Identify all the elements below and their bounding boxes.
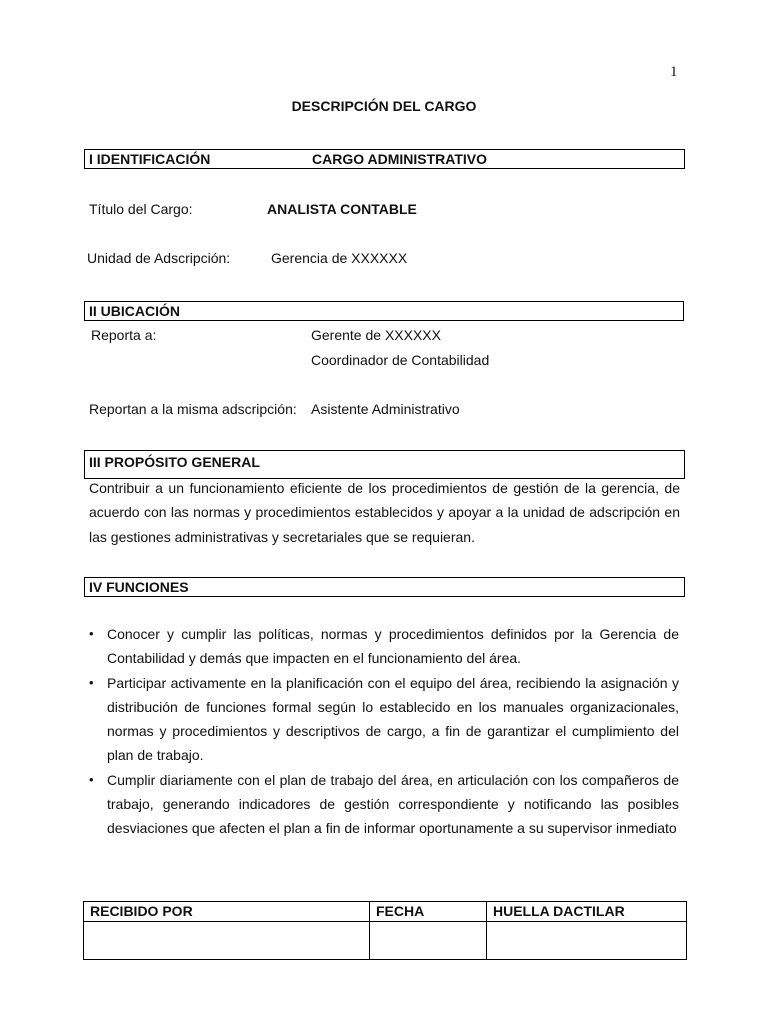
fecha-header: FECHA [370,902,487,922]
proposito-text: Contribuir a un funcionamiento eficiente de los procedimientos de gestión de la gerencia, de acuerdo con las normas y procedimientos establecidos y apoyar a la unidad de adscripción en las gestiones administrativas y secretariales que se requieran. [89,480,680,545]
bullet-icon: • [89,674,94,690]
section-title-proposito: III PROPÓSITO GENERAL [89,454,260,470]
section-header-proposito [84,450,685,479]
misma-adscripcion-value: Asistente Administrativo [311,401,460,417]
section-header-identificacion [84,149,685,169]
reporta-value-1: Gerente de XXXXXX [311,327,441,343]
unidad-value: Gerencia de XXXXXX [271,250,408,266]
section-title-ubicacion: II UBICACIÓN [89,303,180,319]
funciones-list [85,622,679,841]
signature-table [83,901,687,960]
table-row [84,922,687,960]
recibido-header: RECIBIDO POR [84,902,370,922]
list-item [85,671,679,768]
bullet-icon: • [89,626,94,641]
titulo-value: ANALISTA CONTABLE [267,201,417,217]
reporta-value-2: Coordinador de Contabilidad [311,352,490,368]
cargo-type: CARGO ADMINISTRATIVO [312,151,487,167]
recibido-cell[interactable] [84,922,370,960]
misma-adscripcion-label: Reportan a la misma adscripción: [89,401,297,417]
huella-cell[interactable] [487,922,687,960]
section-header-funciones [84,577,685,597]
table-header-row [84,902,687,922]
section-title-identificacion: I IDENTIFICACIÓN [89,151,211,167]
list-item [85,622,679,671]
reporta-label: Reporta a: [91,327,157,343]
huella-header: HUELLA DACTILAR [487,902,687,922]
section-title-funciones: IV FUNCIONES [89,579,189,595]
funcion-text-2: Participar activamente en la planificación con el equipo del área, recibiendo la asignación y distribución de funciones formal según lo establecido en los manuales organizacionales, normas y procedimientos y descriptivos de cargo, a fin de garantizar el cumplimiento del plan de trabajo. [107,674,679,764]
fecha-cell[interactable] [370,922,487,960]
funcion-text-1: Conocer y cumplir las políticas, normas y procedimientos definidos por la Gerencia de Contabilidad y demás que impacten en el funcionamiento del área. [107,626,679,667]
titulo-label: Título del Cargo: [89,201,193,217]
page-number: 1 [670,64,678,80]
list-item [85,768,679,841]
bullet-icon: • [89,771,94,787]
unidad-label: Unidad de Adscripción: [87,250,231,266]
funcion-text-3: Cumplir diariamente con el plan de trabajo del área, en articulación con los compañeros de trabajo, generando indicadores de gestión correspondiente y notificando las posibles desviaciones que afecten el plan a fin de informar oportunamente a su supervisor inmediato [107,771,679,837]
section-header-ubicacion [84,301,684,321]
page-title: DESCRIPCIÓN DEL CARGO [291,98,477,114]
